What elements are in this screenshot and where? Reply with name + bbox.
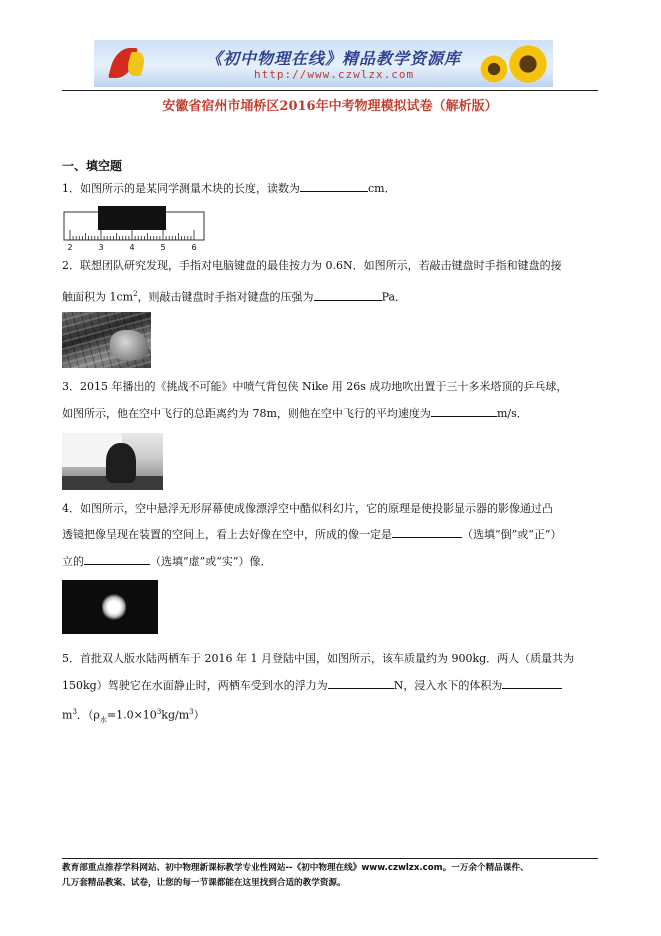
header-banner <box>94 40 553 87</box>
question-3-line-1 <box>62 374 567 400</box>
wooden-block <box>98 206 166 230</box>
question-5-text: 150kg）驾驶它在水面静止时，两栖车受到水的浮力为 <box>62 679 328 692</box>
ruler-tick-label: 6 <box>191 243 197 252</box>
answer-blank <box>314 288 382 301</box>
question-4-text: 立的 <box>62 555 84 568</box>
answer-blank <box>328 676 394 689</box>
floating-hand-image <box>102 594 126 620</box>
ruler-diagram <box>62 204 210 252</box>
answer-blank <box>300 179 368 192</box>
question-1-text: 1．如图所示的是某同学测量木块的长度，读数为 <box>62 182 300 195</box>
question-4-line-1 <box>62 496 553 522</box>
ruler-figure <box>62 204 210 252</box>
question-3-text: 3．2015 年播出的《挑战不可能》中喷气背包侠 Nike 用 26s 成功地吹出置于三十多米塔顶的乒乓球， <box>62 380 568 393</box>
ruler-tick-label: 3 <box>98 243 104 252</box>
question-2-text: 触面积为 1cm <box>62 290 134 304</box>
document-title: 安徽省宿州市埇桥区2016年中考物理模拟试卷（解析版） <box>162 99 498 114</box>
footer <box>62 861 602 891</box>
question-4-line-2 <box>62 522 562 548</box>
question-4-option: （选填“倒”或“正”） <box>462 528 562 541</box>
question-1-unit: cm． <box>368 182 396 195</box>
question-2-line-2 <box>62 281 406 311</box>
jetpack-person <box>106 443 136 483</box>
banner-title: 《初中物理在线》精品教学资源库 <box>206 49 462 68</box>
sunflower-icon <box>479 54 509 84</box>
question-2-unit: Pa． <box>381 290 407 304</box>
question-3-unit: m/s． <box>496 407 528 420</box>
banner-url[interactable]: http://www.czwlzx.com <box>254 68 415 81</box>
keyboard-photo <box>62 312 151 368</box>
footer-line: 教育部重点推荐学科网站、初中物理新课标教学专业性网站--《初中物理在线》www.czwlzx.com。一万余个精品课件、 <box>62 863 529 873</box>
answer-blank <box>431 404 497 417</box>
question-5-line-1 <box>62 646 574 672</box>
answer-blank <box>502 676 562 689</box>
ruler-tick-label: 5 <box>160 243 166 252</box>
superscript: 3 <box>156 708 162 716</box>
formula-text: =1.0×10 <box>106 708 157 722</box>
question-4-text: 4．如图所示，空中悬浮无形屏幕使成像漂浮空中酷似科幻片，它的原理是使投影显示器的影像通过凸 <box>62 502 553 515</box>
formula-text: ） <box>193 708 205 722</box>
question-2-text: ，则敲击键盘时手指对键盘的压强为 <box>137 290 314 304</box>
question-4-option: （选填“虚”或“实”）像． <box>150 555 272 568</box>
formula-text: kg/m <box>161 708 190 722</box>
footer-divider <box>62 858 598 859</box>
answer-blank <box>392 525 462 538</box>
footer-line: 几万套精品教案、试卷，让您的每一节课都能在这里找到合适的教学资源。 <box>62 878 346 888</box>
unit-text: m <box>62 708 73 722</box>
header-divider <box>62 90 598 91</box>
jetpack-photo <box>62 433 163 490</box>
question-5-line-3 <box>62 699 205 733</box>
question-1 <box>62 176 396 202</box>
question-3-text: 如图所示，他在空中飞行的总距离约为 78m，则他在空中飞行的平均速度为 <box>62 407 431 420</box>
superscript: 3 <box>189 708 194 716</box>
formula-text: ．（ρ <box>76 708 100 722</box>
question-3-line-2 <box>62 401 528 427</box>
ruler-tick-label: 2 <box>67 243 73 252</box>
typing-hand <box>110 330 148 360</box>
question-5-text: 5．首批双人版水陆两栖车于 2016 年 1 月登陆中国，如图所示，该车质量约为 900kg．两人（质量共为 <box>62 652 575 665</box>
question-4-text: 透镜把像呈现在装置的空间上，看上去好像在空中，所成的像一定是 <box>62 528 392 541</box>
ruler-tick-label: 4 <box>129 243 135 252</box>
question-4-line-3 <box>62 549 272 575</box>
question-5-text: N，浸入水下的体积为 <box>393 679 503 692</box>
superscript: 2 <box>133 290 138 298</box>
section-heading: 一、填空题 <box>62 159 123 173</box>
superscript: 3 <box>72 708 77 716</box>
floating-image-photo <box>62 580 158 634</box>
question-2-line-1 <box>62 253 562 279</box>
answer-blank <box>84 552 150 565</box>
question-2-text: 2．联想团队研究发现，手指对电脑键盘的最佳按力为 0.6N．如图所示，若敲击键盘时手指和键盘的接 <box>62 259 562 272</box>
question-5-line-2 <box>62 673 562 699</box>
sunflower-icon <box>507 43 549 85</box>
subscript: 水 <box>99 715 107 724</box>
